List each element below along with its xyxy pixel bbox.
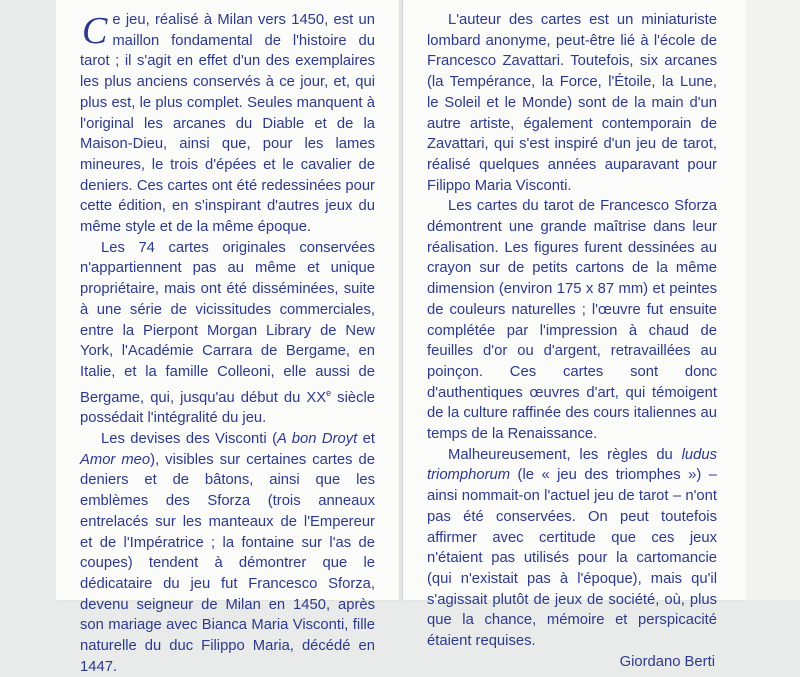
right-column [427,10,717,673]
left-paragraph-2: Les 74 cartes originales conservées n'appartiennent pas au même et unique propriétaire, mais ont été disséminées, suite à une série de vicissitudes commerciales, entre la Pierpont Morgan Library de New York, l'Académie Carrara de Bergame, en Italie, et la famille Colleoni, elle aussi de Bergame, qui, jusqu'au début du XXe siècle possédait l'intégralité du jeu. [80,239,375,427]
right-paragraph-2: Les cartes du tarot de Francesco Sforza démontrent une grande maîtrise dans leur réalisation. Les figures furent dessinées au crayon sur de petits cartons de la même dimension (environ 175 x 87 mm) et peintes de couleurs naturelles ; l'œuvre fut ensuite complétée par l'impression à chaud de feuilles d'or ou d'argent, retravaillées au poinçon. Ces cartes sont donc d'authentiques œuvres d'art, qui témoigent de la culture raffinée des cours italiennes au temps de la Renaissance. [427,198,717,443]
left-paragraph-3: Les devises des Visconti (A bon Droyt et Amor meo), visibles sur certaines cartes de deniers et de bâtons, ainsi que les emblèmes des Sforza (trois anneaux entrelacés sur les manteaux de l'Empereur et de l'Impératrice ; la fontaine sur l'as de coupes) tendent à démontrer que le dédicataire du jeu fut Francesco Sforza, devenu seigneur de Milan en 1450, après son mariage avec Bianca Maria Visconti, fille naturelle du duc Filippo Maria, décédé en 1447. [80,430,375,675]
drop-cap: C [82,10,108,52]
left-column [80,10,375,677]
latin-term: ludus triomphorum [427,446,717,484]
page-edge [746,0,800,600]
right-paragraph-1: L'auteur des cartes est un miniaturiste lombard anonyme, peut-être lié à l'école de Francesco Zavattari. Toutefois, six arcanes (la Tempérance, la Force, l'Étoile, la Lune, le Soleil et le Monde) sont de la main d'un autre artiste, également contemporain de Zavattari, qui s'est inspiré d'un jeu de tarot, réalisé quelques années auparavant pour Filippo Maria Visconti. [427,12,717,194]
motto-2: Amor meo [80,451,151,468]
motto-1: A bon Droyt [277,430,358,447]
author-signature: Giordano Berti [619,653,715,670]
right-paragraph-3: Malheureusement, les règles du ludus triomphorum (le « jeu des triomphes ») – ainsi nommait-on l'actuel jeu de tarot – n'ont pas été conservées. On peut toutefois affirmer avec certitude que ces jeux n'étaient pas utilisés pour la cartomancie (qui n'existait pas à l'époque), mais qu'il s'agissait plutôt de jeux de société, où, plus que la chance, mémoire et perspicacité étaient requises. [427,446,717,650]
superscript: e [326,387,332,398]
left-paragraph-1-text: e jeu, réalisé à Milan vers 1450, est un maillon fondamental de l'histoire du tarot ; il s'agit en effet d'un des exemplaires les plus anciens conservés à ce jour, et, qui plus est, le plus complet. Seules manquent à l'original les arcanes du Diable et de la Maison-Dieu, ainsi que, pour les lames mineures, le trois d'épées et le cavalier de deniers. Ces cartes ont été redessinées pour cette édition, en s'inspirant d'autres jeux du même style et de la même époque. [80,12,375,236]
left-paragraph-1 [80,10,375,238]
